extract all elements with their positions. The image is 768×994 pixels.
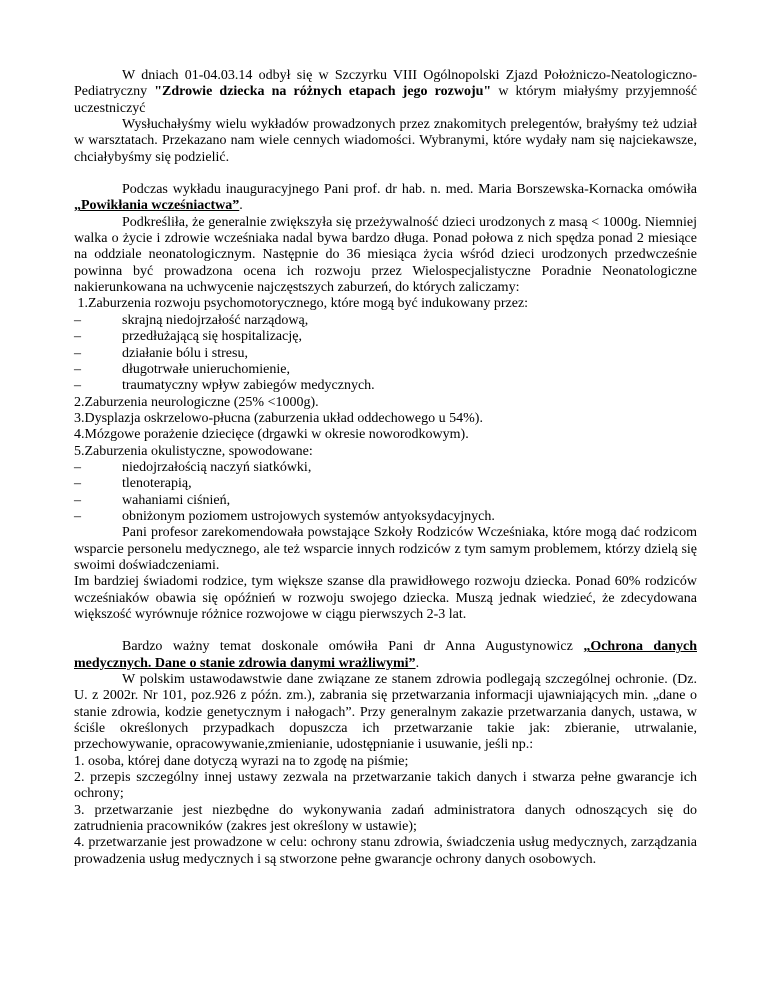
sub-list-item: – skrajną niedojrzałość narządową,	[74, 312, 309, 328]
list-item: 1.Zaburzenia rozwoju psychomotorycznego, które mogą być indukowany przez:	[74, 296, 529, 312]
section1-paragraph: Podkreśliła, że generalnie zwiększyła się przeżywalność dzieci urodzonych z masą < 1000g. Niemniej walka o życie i zdrowie wcześniaka nadal bywa bardzo długa. Ponad połowa z nich spędza ponad 2 miesiące na oddziale neonatologicznym. Następnie do 36 miesiąca życia wśród dzieci urodzonych przedwcześnie powinna być prowadzona ocena ich rozwoju przez Wielospecjalistyczne Poradnie Neonatologiczne nakierunkowana na uchwycenie najczęstszych zaburzeń, do których zaliczamy:	[74, 214, 697, 296]
sub-list-item: – traumatyczny wpływ zabiegów medycznych.	[74, 378, 375, 394]
sub-list-item: – długotrwałe unieruchomienie,	[74, 361, 290, 377]
sub-list-item: – wahaniami ciśnień,	[74, 492, 231, 508]
list-item: 2. przepis szczególny innej ustawy zezwala na przetwarzanie takich danych i stwarza pełne gwarancje ich ochrony;	[74, 770, 697, 802]
sub-list-item: – obniżonym poziomem ustrojowych systemów antyoksydacyjnych.	[74, 508, 495, 524]
sub-list-item: – tlenoterapią,	[74, 476, 192, 492]
list-item: 1. osoba, której dane dotyczą wyrazi na to zgodę na piśmie;	[74, 753, 409, 769]
sub-list-item: – przedłużającą się hospitalizację,	[74, 329, 302, 345]
list-item: 5.Zaburzenia okulistyczne, spowodowane:	[74, 443, 313, 459]
section2-paragraph: W polskim ustawodawstwie dane związane ze stanem zdrowia podlegają szczególnej ochronie. (Dz. U. z 2002r. Nr 101, poz.926 z późn. zm.), zabrania się przetwarzania informacji ujawniających min. „dane o stanie zdrowia, kodzie genetycznym i nałogach”. Przy generalnym zakazie przetwarzania danych, ustawa, w ściśle określonych przypadkach dopuszcza ich przetwarzanie takie jak: zbieranie, utrwalanie, przechowywanie, opracowywanie,zmienianie, udostępnianie i usuwanie, jeśli np.:	[74, 672, 697, 753]
section1-conclusion: Im bardziej świadomi rodzice, tym większe szanse dla prawidłowego rozwoju dziecka. Ponad 60% rodziców wcześniaków obawia się opóźnień w rozwoju swojego dziecka. Muszą jednak wiedzieć, że zdecydowana większość wyrównuje różnice rozwojowe w ciągu pierwszych 2-3 lat.	[74, 574, 697, 622]
list-item: 3. przetwarzanie jest niezbędne do wykonywania zadań administratora danych odnoszących się do zatrudnienia pracowników (zakres jest określony w ustawie);	[74, 802, 697, 835]
intro-paragraph-2: Wysłuchałyśmy wielu wykładów prowadzonych przez znakomitych prelegentów, brałyśmy też udział w warsztatach. Przekazano nam wiele cennych wiadomości. Wybranymi, które wydały nam się najciekawsze, chciałybyśmy się podzielić.	[74, 117, 697, 165]
section1-intro: Podczas wykładu inauguracyjnego Pani prof. dr hab. n. med. Maria Borszewska-Kornacka omówiła „Powikłania wcześniactwa”.	[74, 182, 697, 214]
lecture-title-data-protection: „Ochrona danych medycznych. Dane o stanie zdrowia danymi wrażliwymi”	[74, 639, 697, 671]
list-item: 3.Dysplazja oskrzelowo-płucna (zaburzenia układ oddechowego u 54%).	[74, 410, 483, 426]
lecture-title-complications: „Powikłania wcześniactwa”	[74, 198, 240, 214]
section1-recommendation: Pani profesor zarekomendowała powstające Szkoły Rodziców Wcześniaka, które mogą dać rodzicom wsparcie personelu medycznego, ale też wsparcie innych rodziców z tym samym problemem, którzy dzielą się swoimi doświadczeniami.	[74, 525, 697, 573]
conference-title: "Zdrowie dziecka na różnych etapach jego rozwoju"	[154, 84, 492, 100]
sub-list-item: – niedojrzałością naczyń siatkówki,	[74, 459, 312, 475]
list-item: 4. przetwarzanie jest prowadzone w celu: ochrony stanu zdrowia, świadczenia usług medycznych, zarządzania prowadzenia usług medycznych i są stworzone pełne gwarancje ochrony danych osobowych.	[74, 835, 697, 867]
intro-paragraph: W dniach 01-04.03.14 odbył się w Szczyrku VIII Ogólnopolski Zjazd Położniczo-Neatologiczno-Pediatryczny "Zdrowie dziecka na różnych etapach jego rozwoju" w którym miałyśmy przyjemność uczestniczyć	[74, 68, 697, 116]
list-item: 4.Mózgowe porażenie dziecięce (drgawki w okresie noworodkowym).	[74, 427, 469, 443]
numbered-list	[74, 754, 697, 868]
sub-list-item: – działanie bólu i stresu,	[74, 345, 248, 361]
list-item: 2.Zaburzenia neurologiczne (25% <1000g).	[74, 394, 319, 410]
section2-intro: Bardzo ważny temat doskonale omówiła Pani dr Anna Augustynowicz „Ochrona danych medycznych. Dane o stanie zdrowia danymi wrażliwymi”.	[74, 639, 697, 671]
